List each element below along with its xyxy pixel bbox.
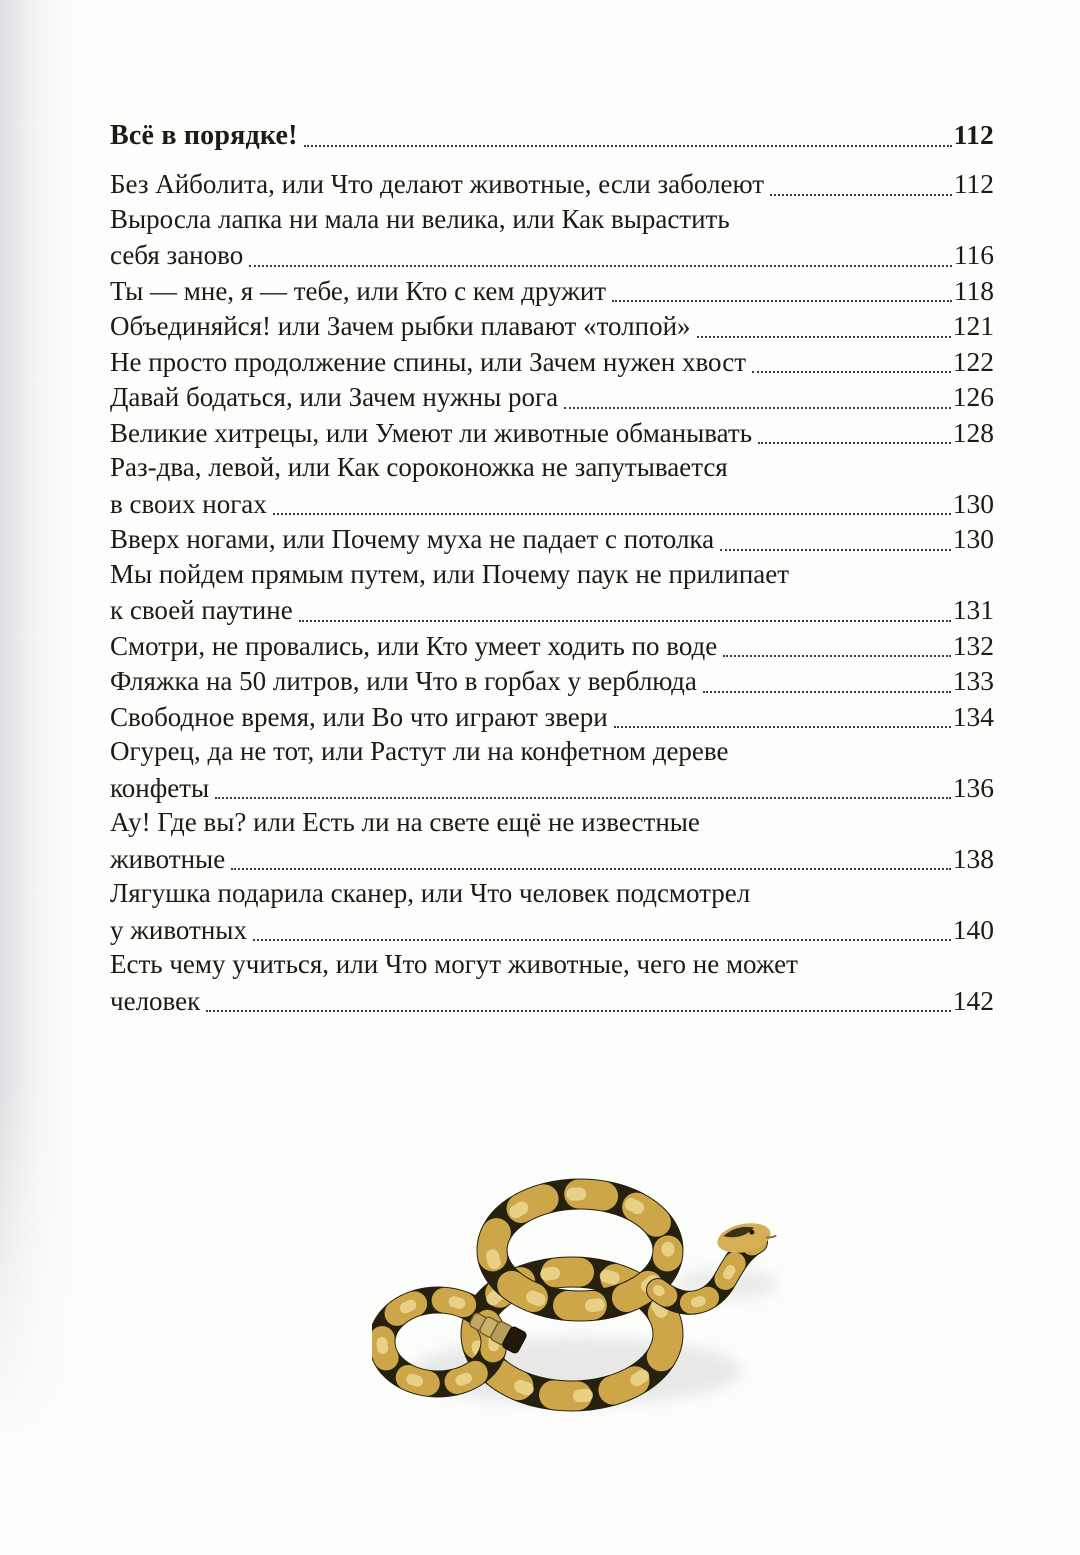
toc-entry-page: 142 [952,984,994,1016]
toc-entry-title: к своей паутине [110,595,293,625]
toc-entry-title: Ау! Где вы? или Есть ли на свете ещё не известные [110,807,700,837]
toc-entry [110,379,994,415]
toc-entry-title: у животных [110,914,247,945]
dot-leader [298,116,954,153]
toc-entry-title: Раз-два, левой, или Как сороконожка не запутывается [110,452,728,482]
toc-entry [110,628,994,664]
toc-entry-title: Фляжка на 50 литров, или Что в горбах у верблюда [110,666,697,696]
dot-leader [558,379,953,415]
toc-entry [110,663,994,699]
toc-entry-page: 130 [952,487,994,519]
toc-entry [110,876,994,912]
toc-entry-title: Лягушка подарила сканер, или Что человек подсмотрел [110,878,751,908]
toc-entry [110,237,994,273]
toc-entry-title: Есть чему учиться, или Что могут животные, чего не может [110,949,798,979]
toc-entry [110,841,994,877]
toc-entry [110,415,994,451]
toc-entry-page: 112 [953,168,994,199]
toc-entry-title: Всё в порядке! [110,120,298,151]
toc-entry-title: Свободное время, или Во что играют звери [110,701,608,732]
toc-entry [110,947,994,983]
dot-leader [750,876,994,912]
toc-entry [110,344,994,380]
dot-leader [606,273,954,309]
toc-entry [110,166,994,202]
dot-leader [764,166,954,202]
toc-entry [110,770,994,806]
toc-entry [110,734,994,770]
toc-entry-page: 140 [952,913,994,945]
toc-entry-page: 128 [952,416,994,448]
dot-leader [728,450,994,486]
toc-entry-title: Смотри, не провались, или Кто умеет ходить по воде [110,630,718,661]
toc-entry [110,486,994,522]
toc-entry [110,699,994,735]
dot-leader [200,983,953,1019]
toc-entry-title: Великие хитрецы, или Умеют ли животные обманывать [110,417,753,448]
dot-leader [691,308,953,344]
toc-entry-title: Объединяйся! или Зачем рыбки плавают «толпой» [110,311,691,341]
snake-head [715,1218,779,1258]
dot-leader [247,912,953,948]
gutter-shadow-fade [0,1085,74,1555]
dot-leader [293,592,953,628]
toc-entry-page: 122 [952,345,994,377]
toc-entry-page: 136 [952,771,994,803]
toc-entry-page: 112 [953,119,994,150]
dot-leader [714,521,953,557]
toc-entry [110,202,994,238]
toc-entry-page: 131 [952,594,994,625]
toc-entry-title: Мы пойдем прямым путем, или Почему паук не прилипает [110,558,790,589]
dot-leader [608,699,953,735]
dot-leader [752,415,953,451]
toc-entry-title: в своих ногах [110,488,267,519]
toc-entry-title: Без Айболита, или Что делают животные, если заболеют [110,169,765,199]
toc-entry-title: Ты — мне, я — тебе, или Кто с кем дружит [110,275,607,306]
toc-entry-title: животные [110,843,226,874]
toc-entry-title: Давай бодаться, или Зачем нужны рога [110,382,559,412]
dot-leader [717,628,952,664]
toc-entry [110,116,994,153]
dot-leader [789,557,994,593]
toc-entry-page: 118 [953,274,994,306]
toc-entry [110,912,994,948]
toc-entry [110,273,994,309]
dot-leader [730,202,994,238]
dot-leader [225,841,953,877]
dot-leader [746,344,953,380]
dot-leader [243,237,954,273]
toc-list [110,116,994,1018]
toc-entry-page: 134 [952,700,994,732]
toc-entry-title: Выросла лапка ни мала ни велика, или Как вырастить [110,203,730,234]
dot-leader [700,805,994,841]
toc-entry [110,308,994,344]
toc-entry-page: 130 [952,523,994,554]
toc-entry-page: 126 [952,381,994,412]
snake-illustration [372,1166,782,1434]
snake-photo [372,1166,782,1434]
toc-entry [110,450,994,486]
toc-entry-title: Огурец, да не тот, или Растут ли на конфетном дереве [110,736,729,766]
dot-leader [209,770,953,806]
toc-entry-title: конфеты [110,772,210,803]
toc-entry-page: 132 [952,629,994,661]
dot-leader [729,734,995,770]
dot-leader [267,486,953,522]
toc-entry-title: Вверх ногами, или Почему муха не падает с потолка [110,524,715,554]
dot-leader [697,663,953,699]
toc-entry-page: 116 [953,239,994,270]
toc-entry-title: Не просто продолжение спины, или Зачем нужен хвост [110,346,746,377]
toc-entry [110,592,994,628]
toc-entry [110,557,994,593]
toc-entry-title: себя заново [110,240,244,270]
toc-entry-page: 121 [952,310,994,341]
toc-entry [110,983,994,1019]
toc-entry-title: человек [110,985,201,1016]
toc-entry-page: 133 [952,665,994,696]
toc-entry-page: 138 [952,842,994,874]
toc-entry [110,521,994,557]
dot-leader [798,947,994,983]
toc-entry [110,805,994,841]
